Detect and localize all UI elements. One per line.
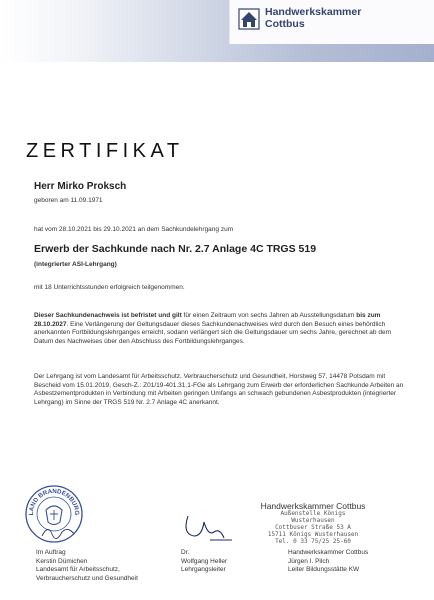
sig-authority-line3: Landesamt für Arbeitsschutz, [36, 566, 120, 573]
sig-authority-line2: Kerstin Dümichen [36, 557, 88, 565]
stamp-line5: Tel. 0 33 75/25 25-60 [275, 538, 351, 545]
validity-lead: Dieser Sachkundenachweis ist befristet und gilt [34, 312, 182, 319]
sig-lead-line1: Dr. [181, 549, 190, 556]
stamp-line1: Handwerkskammer Cottbus [260, 501, 366, 511]
sig-lead-line3: Lehrgangsleiter [181, 566, 226, 573]
course-subtitle: (integrierter ASI-Lehrgang) [34, 261, 117, 268]
sig-authority-line4: Verbraucherschutz und Gesundheit [36, 574, 138, 582]
sig-chamber-line2: Jürgen I. Pilch [288, 557, 330, 565]
institution-stamp [258, 503, 368, 545]
sig-chamber-line3: Leiter Bildungsstätte KW [288, 566, 360, 573]
signature-block-course-lead [181, 549, 227, 575]
course-title: Erwerb der Sachkunde nach Nr. 2.7 Anlage 4C TRGS 519 [34, 243, 317, 255]
recipient-birth: geboren am 11.09.1971 [34, 197, 103, 204]
stamp-line3: Cottbuser Straße 53 A [275, 524, 351, 531]
signature-middle-icon [180, 510, 236, 544]
validity-paragraph [34, 312, 404, 346]
sig-lead-line2: Wolfgang Heller [181, 557, 228, 565]
validity-until: bis zum 28.10.2027 [34, 312, 381, 328]
hwk-logo-icon [238, 8, 260, 30]
org-name [265, 6, 361, 30]
course-period: hat vom 28.10.2021 bis 29.10.2021 an dem Sachkundelehrgang zum [34, 226, 234, 233]
org-header [229, 0, 434, 44]
signature-block-authority [36, 549, 138, 583]
signature-left-icon [40, 520, 80, 544]
approval-paragraph: Der Lehrgang ist vom Landesamt für Arbeitsschutz, Verbraucherschutz und Gesundheit, Horstweg 57, 14478 Potsdam mit Bescheid vom 15.01.2019, Gesch-Z.: Z01/19-401.31.1-FGe als Lehrgang zum Erwerb der erforderlichen Sachkunde Arbeiten an Asbestzementprodukten in Verbindung mit Arbeiten geringen Umfangs an schwach gebundenen Asbestprodukten (integrierter Lehrgang) im Sinne der TRGS 519 Nr. 2.7 Anlage 4C anerkannt. [34, 373, 404, 406]
sig-chamber-line1: Handwerkskammer Cottbus [288, 549, 369, 556]
stamp-line4: 15711 Königs Wusterhausen [267, 531, 359, 538]
validity-rest: . Eine Verlängerung der Geltungsdauer dieses Sachkundenachweises wird durch den Besuch eines behördlich anerkannten Fortbildungslehrganges erreicht, sodann verlängert sich die Geltungsdauer um sechs Jahre, gerechnet ab dem Datum des Nachweises über den Abschluss des Fortbildungslehrganges. [34, 320, 391, 345]
org-name-line1: Handwerkskammer [265, 6, 362, 18]
signature-block-chamber [288, 549, 368, 575]
recipient-name: Herr Mirko Proksch [34, 181, 127, 192]
certificate-title: ZERTIFIKAT [26, 140, 184, 162]
org-name-line2: Cottbus [265, 18, 305, 30]
sig-authority-line1: Im Auftrag [36, 549, 66, 556]
validity-mid: für einen Zeitraum von sechs Jahren ab Ausstellungsdatum [181, 312, 357, 319]
course-hours: mit 18 Unterrichtsstunden erfolgreich teilgenommen. [34, 284, 185, 291]
stamp-line2: Außenstelle Königs Wusterhausen [280, 510, 346, 524]
seal-text: LAND BRANDENBURG [27, 487, 81, 516]
